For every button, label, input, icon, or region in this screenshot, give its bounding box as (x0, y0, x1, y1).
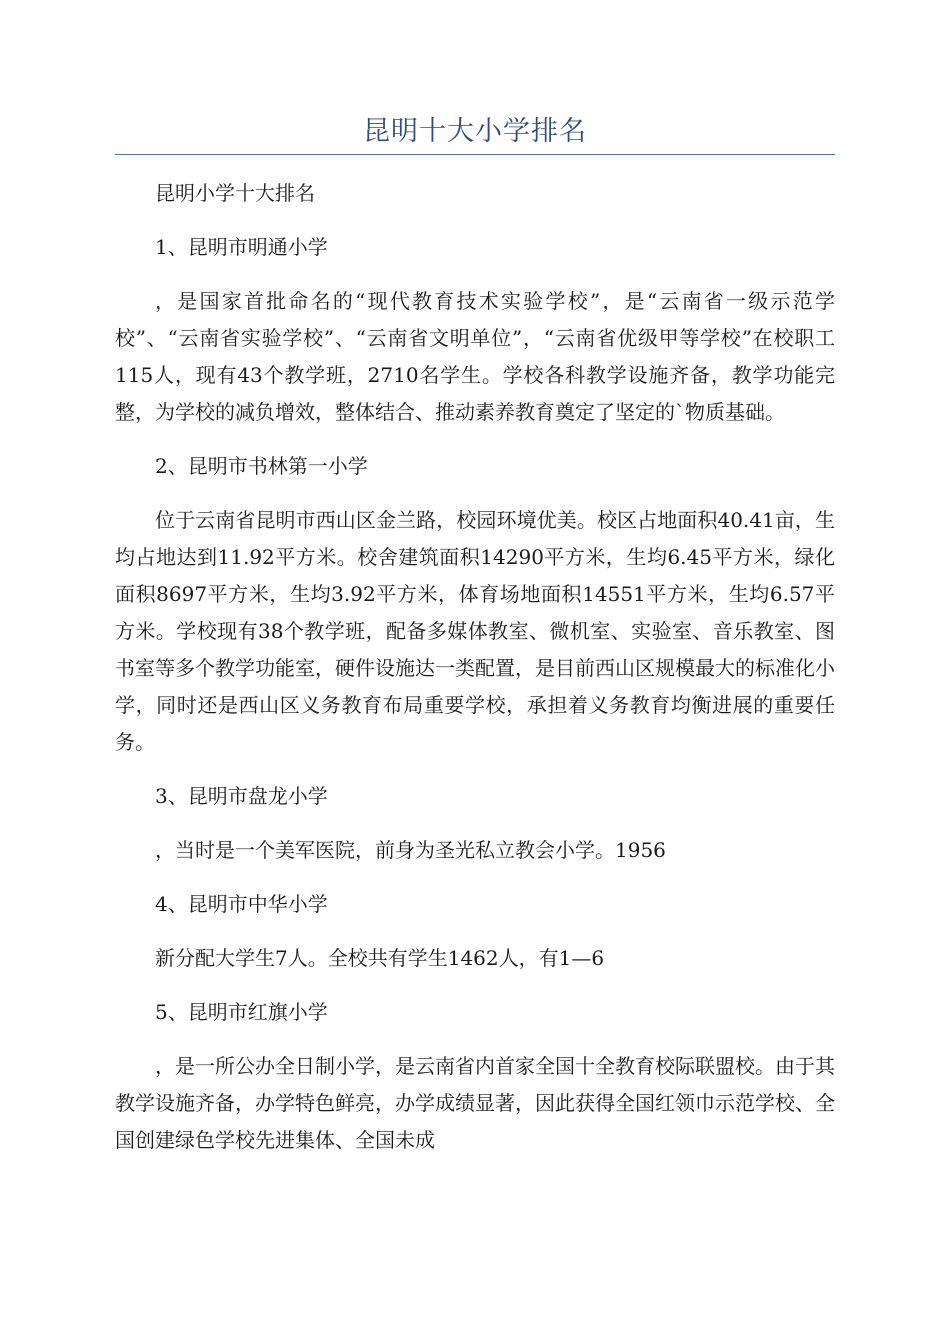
paragraph-text-4: 新分配大学生7人。全校共有学生1462人，有1—6 (155, 946, 605, 970)
paragraph-heading-5: 5、昆明市红旗小学 (155, 1000, 328, 1024)
paragraph-subtitle: 昆明小学十大排名 (155, 181, 315, 205)
paragraph-text-5: ，是一所公办全日制小学，是云南省内首家全国十全教育校际联盟校。由于其教学设施齐备，办学特色鲜亮，办学成绩显著，因此获得全国红领巾示范学校、全国创建绿色学校先进集体、全国未成 (115, 1054, 835, 1152)
paragraph-text-1: ，是国家首批命名的“现代教育技术实验学校”，是“云南省一级示范学校”、“云南省实验学校”、“云南省文明单位”，“云南省优级甲等学校”在校职工115人，现有43个教学班，2710名学生。学校各科教学设施齐备，教学功能完整，为学校的减负增效，整体结合、推动素养教育奠定了坚定的`物质基础。 (115, 289, 835, 424)
paragraph-heading-2: 2、昆明市书林第一小学 (155, 454, 368, 478)
title-underline (115, 154, 835, 155)
paragraph-heading-4: 4、昆明市中华小学 (155, 892, 328, 916)
paragraph-heading-3: 3、昆明市盘龙小学 (155, 784, 328, 808)
document-title: 昆明十大小学排名 (363, 116, 587, 147)
paragraph-text-2: 位于云南省昆明市西山区金兰路，校园环境优美。校区占地面积40.41亩，生均占地达到11.92平方米。校舍建筑面积14290平方米，生均6.45平方米，绿化面积8697平方米，生均3.92平方米，体育场地面积14551平方米，生均6.57平方米。学校现有38个教学班，配备多媒体教室、微机室、实验室、音乐教室、图书室等多个教学功能室，硬件设施达一类配置，是目前西山区规模最大的标准化小学，同时还是西山区义务教育布局重要学校，承担着义务教育均衡进展的重要任务。 (115, 508, 835, 754)
paragraph-text-3: ，当时是一个美军医院，前身为圣光私立教会小学。1956 (155, 838, 666, 862)
paragraph-heading-1: 1、昆明市明通小学 (155, 235, 328, 259)
document-body (115, 175, 835, 1176)
